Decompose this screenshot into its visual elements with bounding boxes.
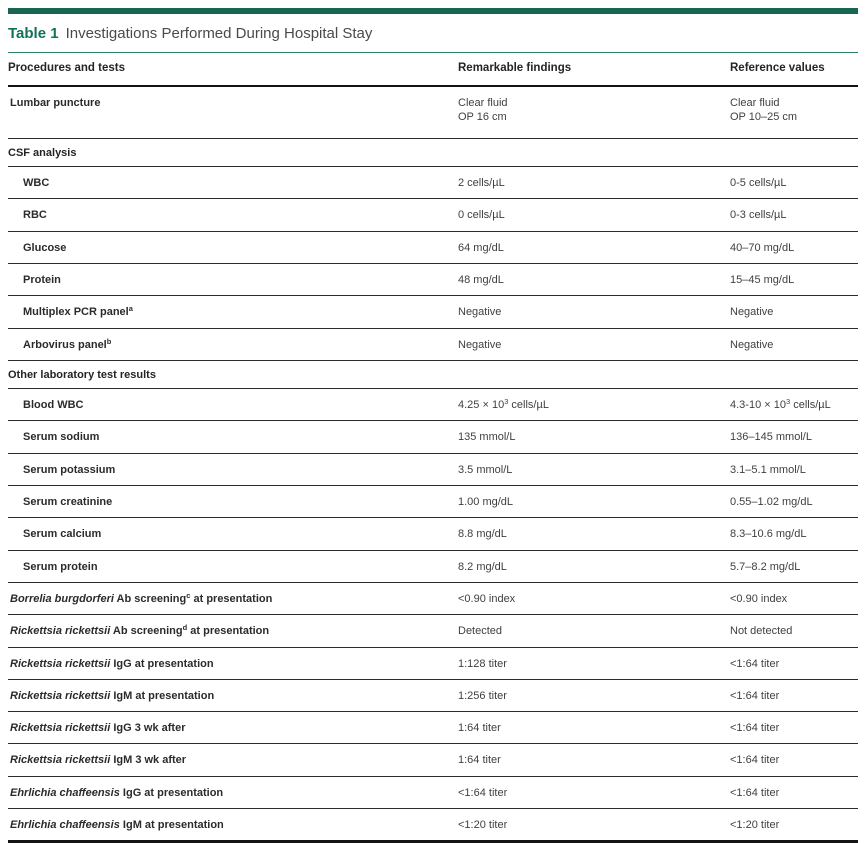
- label-cell: [8, 582, 458, 614]
- text-part: IgM 3 wk after: [110, 754, 187, 767]
- finding-cell: [458, 421, 730, 453]
- label-cell: [8, 550, 458, 582]
- species-name: Ehrlichia chaffeensis: [10, 786, 120, 799]
- finding-cell: [458, 744, 730, 776]
- text-part: at presentation: [187, 625, 270, 638]
- label-cell: [8, 199, 458, 231]
- text-part: 0-5 cells/µL: [730, 177, 787, 190]
- label-cell: [8, 263, 458, 295]
- footnote-superscript: a: [128, 304, 133, 314]
- reference-cell: [730, 776, 858, 808]
- text-part: IgM at presentation: [110, 689, 215, 702]
- reference-cell: [730, 615, 858, 647]
- footnote-superscript: 3: [504, 397, 509, 407]
- label-cell: [8, 453, 458, 485]
- table-row: [8, 550, 858, 582]
- text-part: <1:64 titer: [458, 786, 508, 799]
- label-cell: [8, 518, 458, 550]
- text-part: 1.00 mg/dL: [458, 496, 514, 509]
- reference-cell: [730, 421, 858, 453]
- text-part: Multiplex PCR panel: [23, 306, 129, 319]
- text-part: Negative: [458, 338, 502, 351]
- species-name: Borrelia burgdorferi: [10, 592, 114, 605]
- table-row: [8, 582, 858, 614]
- text-part: RBC: [23, 209, 47, 222]
- text-part: 135 mmol/L: [458, 431, 516, 444]
- finding-cell: [458, 776, 730, 808]
- text-part: <1:64 titer: [730, 754, 780, 767]
- text-part: 3.5 mmol/L: [458, 463, 513, 476]
- section-label: [8, 360, 858, 388]
- finding-cell: [458, 615, 730, 647]
- finding-cell: [458, 167, 730, 199]
- species-name: Rickettsia rickettsii: [10, 657, 111, 670]
- text-part: <1:20 titer: [730, 819, 780, 832]
- finding-cell: [458, 389, 730, 421]
- text-part: Negative: [730, 306, 774, 319]
- text-part: 0.55–1.02 mg/dL: [730, 496, 813, 509]
- table-row: [8, 647, 858, 679]
- section-header-row: [8, 360, 858, 388]
- text-part: IgM at presentation: [119, 819, 224, 832]
- text-part: IgG 3 wk after: [110, 722, 186, 735]
- column-header-reference: Reference values: [730, 53, 858, 86]
- reference-cell: [730, 296, 858, 328]
- text-part: 1:128 titer: [458, 657, 507, 670]
- reference-cell: [730, 328, 858, 360]
- label-cell: [8, 86, 458, 139]
- text-part: Detected: [458, 625, 503, 638]
- table-header: [8, 53, 858, 86]
- text-part: IgG at presentation: [119, 786, 224, 799]
- finding-cell: [458, 486, 730, 518]
- text-part: 0-3 cells/µL: [730, 209, 787, 222]
- investigations-table: [8, 53, 858, 843]
- text-part: Other laboratory test results: [8, 368, 156, 381]
- table-row: [8, 328, 858, 360]
- text-part: Clear fluid: [730, 96, 780, 109]
- reference-cell: [730, 231, 858, 263]
- table-row: [8, 199, 858, 231]
- text-part: Negative: [730, 338, 774, 351]
- reference-cell: [730, 486, 858, 518]
- section-header-row: [8, 138, 858, 166]
- reference-cell: [730, 453, 858, 485]
- text-part: Serum sodium: [23, 431, 100, 444]
- text-part: at presentation: [190, 592, 273, 605]
- reference-cell: [730, 679, 858, 711]
- finding-cell: [458, 679, 730, 711]
- finding-cell: [458, 328, 730, 360]
- text-part: Arbovirus panel: [23, 338, 107, 351]
- text-part: 1:256 titer: [458, 689, 507, 702]
- table-caption: [8, 14, 858, 52]
- text-part: IgG at presentation: [110, 657, 214, 670]
- species-name: Ehrlichia chaffeensis: [10, 819, 120, 832]
- species-name: Rickettsia rickettsii: [10, 625, 111, 638]
- text-part: 8.3–10.6 mg/dL: [730, 528, 807, 541]
- text-part: cells/µL: [508, 399, 549, 412]
- reference-cell: [730, 550, 858, 582]
- text-part: WBC: [23, 177, 50, 190]
- text-part: <1:20 titer: [458, 819, 508, 832]
- table-title: Investigations Performed During Hospital Stay: [65, 25, 373, 42]
- table-row: [8, 296, 858, 328]
- text-part: 136–145 mmol/L: [730, 431, 812, 444]
- label-cell: [8, 389, 458, 421]
- reference-cell: [730, 389, 858, 421]
- label-cell: [8, 744, 458, 776]
- label-cell: [8, 167, 458, 199]
- label-cell: [8, 809, 458, 842]
- table-row: [8, 744, 858, 776]
- text-part: Ab screening: [110, 625, 183, 638]
- finding-cell: [458, 86, 730, 139]
- reference-cell: [730, 86, 858, 139]
- text-part: 40–70 mg/dL: [730, 241, 795, 254]
- text-part: CSF analysis: [8, 146, 77, 159]
- finding-cell: [458, 199, 730, 231]
- text-part: <0.90 index: [458, 592, 516, 605]
- species-name: Rickettsia rickettsii: [10, 722, 111, 735]
- text-part: <1:64 titer: [730, 689, 780, 702]
- text-part: <1:64 titer: [730, 657, 780, 670]
- text-part: 4.25 × 10: [458, 399, 505, 412]
- label-cell: [8, 679, 458, 711]
- label-cell: [8, 615, 458, 647]
- finding-cell: [458, 453, 730, 485]
- column-header-procedures: Procedures and tests: [8, 53, 458, 86]
- column-header-findings: Remarkable findings: [458, 53, 730, 86]
- text-part: <1:64 titer: [730, 786, 780, 799]
- reference-cell: [730, 647, 858, 679]
- text-part: 8.8 mg/dL: [458, 528, 507, 541]
- text-part: 4.3-10 × 10: [730, 399, 786, 412]
- text-part: cells/µL: [790, 399, 831, 412]
- text-part: Ab screening: [113, 592, 187, 605]
- text-part: 8.2 mg/dL: [458, 560, 507, 573]
- reference-cell: [730, 809, 858, 842]
- text-part: Negative: [458, 306, 502, 319]
- text-part: <1:64 titer: [730, 722, 780, 735]
- text-part: Clear fluid: [458, 96, 508, 109]
- text-part: Serum calcium: [23, 528, 102, 541]
- section-label: [8, 138, 858, 166]
- footnote-superscript: b: [106, 336, 112, 346]
- reference-cell: [730, 712, 858, 744]
- footnote-superscript: d: [182, 623, 188, 633]
- table-row: [8, 809, 858, 842]
- label-cell: [8, 776, 458, 808]
- reference-cell: [730, 263, 858, 295]
- table-row: [8, 776, 858, 808]
- table-row: [8, 421, 858, 453]
- footnote-superscript: c: [186, 590, 191, 600]
- table-row: [8, 86, 858, 139]
- text-part: 1:64 titer: [458, 722, 501, 735]
- table-body: [8, 86, 858, 842]
- table-row: [8, 263, 858, 295]
- text-part: 48 mg/dL: [458, 273, 504, 286]
- text-part: 1:64 titer: [458, 754, 501, 767]
- label-cell: [8, 296, 458, 328]
- reference-cell: [730, 744, 858, 776]
- text-part: 15–45 mg/dL: [730, 273, 795, 286]
- species-name: Rickettsia rickettsii: [10, 689, 111, 702]
- table-row: [8, 615, 858, 647]
- table-row: [8, 389, 858, 421]
- text-part: Not detected: [730, 625, 793, 638]
- text-part: Protein: [23, 273, 61, 286]
- table-row: [8, 518, 858, 550]
- text-part: Glucose: [23, 241, 67, 254]
- finding-cell: [458, 296, 730, 328]
- reference-cell: [730, 199, 858, 231]
- label-cell: [8, 231, 458, 263]
- finding-cell: [458, 263, 730, 295]
- finding-cell: [458, 550, 730, 582]
- text-part: 2 cells/µL: [458, 177, 505, 190]
- label-cell: [8, 712, 458, 744]
- label-cell: [8, 486, 458, 518]
- text-part: <0.90 index: [730, 592, 788, 605]
- finding-cell: [458, 712, 730, 744]
- species-name: Rickettsia rickettsii: [10, 754, 111, 767]
- header-row: [8, 53, 858, 86]
- finding-cell: [458, 582, 730, 614]
- text-part: 64 mg/dL: [458, 241, 504, 254]
- reference-cell: [730, 167, 858, 199]
- table-number-label: Table 1: [8, 25, 59, 42]
- text-part: 5.7–8.2 mg/dL: [730, 560, 801, 573]
- label-cell: [8, 421, 458, 453]
- table-row: [8, 486, 858, 518]
- table-row: [8, 231, 858, 263]
- finding-cell: [458, 231, 730, 263]
- text-part: 3.1–5.1 mmol/L: [730, 463, 806, 476]
- table-row: [8, 453, 858, 485]
- text-part: Lumbar puncture: [10, 96, 101, 109]
- table-row: [8, 167, 858, 199]
- text-part: OP 10–25 cm: [730, 111, 798, 124]
- text-part: Serum creatinine: [23, 496, 113, 509]
- table-row: [8, 679, 858, 711]
- text-part: Blood WBC: [23, 399, 84, 412]
- table-figure: [8, 8, 858, 843]
- reference-cell: [730, 518, 858, 550]
- text-part: OP 16 cm: [458, 111, 507, 124]
- finding-cell: [458, 647, 730, 679]
- finding-cell: [458, 518, 730, 550]
- reference-cell: [730, 582, 858, 614]
- label-cell: [8, 647, 458, 679]
- text-part: Serum potassium: [23, 463, 116, 476]
- finding-cell: [458, 809, 730, 842]
- text-part: Serum protein: [23, 560, 98, 573]
- footnote-superscript: 3: [785, 397, 791, 407]
- table-row: [8, 712, 858, 744]
- text-part: 0 cells/µL: [458, 209, 505, 222]
- label-cell: [8, 328, 458, 360]
